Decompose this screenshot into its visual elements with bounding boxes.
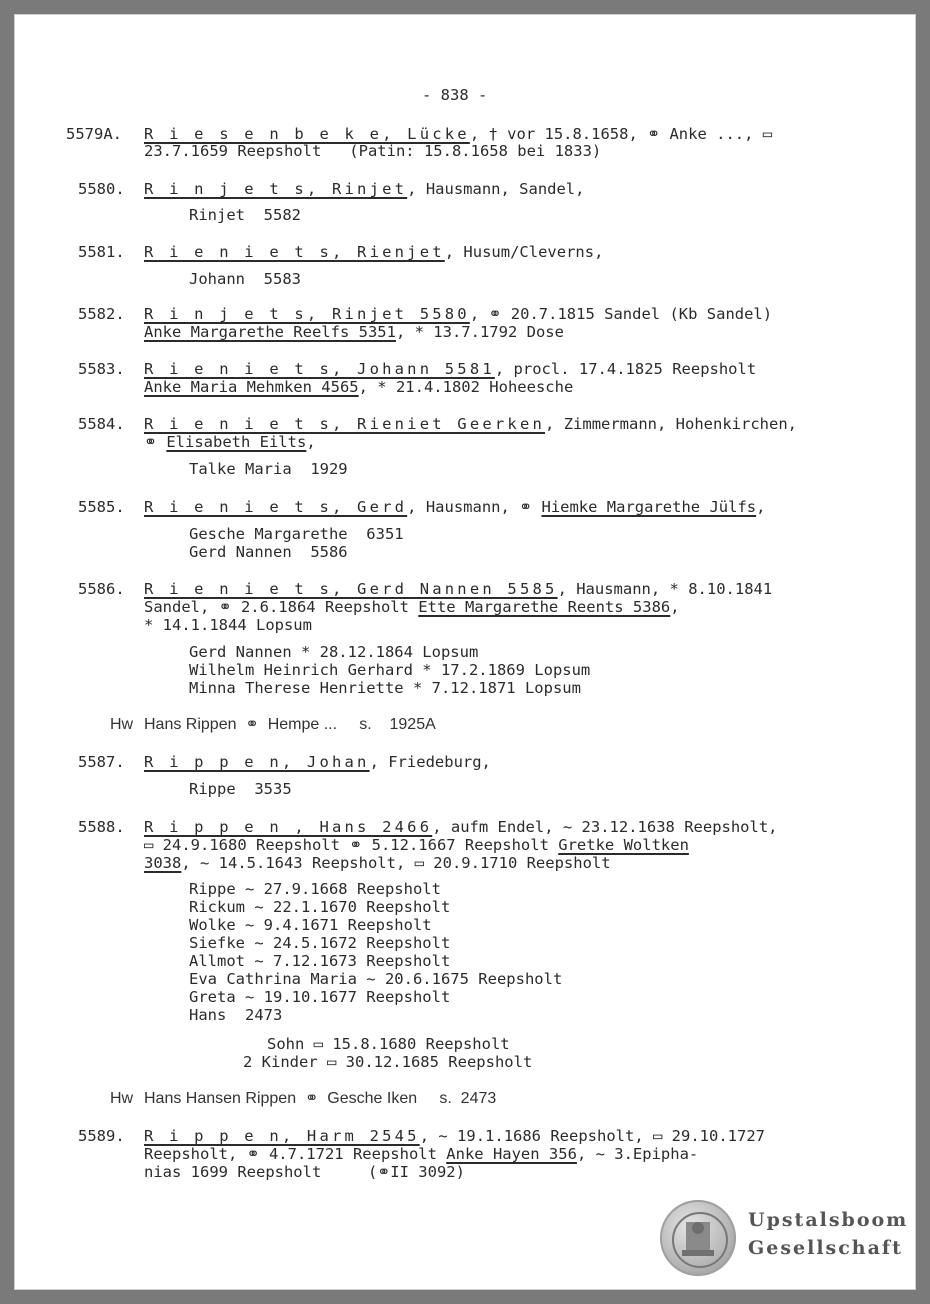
spouse-name: Anke Hayen 356 [446,1145,577,1163]
entry-5588-extra: Sohn ▭ 15.8.1680 Reepsholt [267,1035,510,1053]
entry-name: R i e n i e t s, Rienjet [144,243,445,261]
spouse-name: Gretke Woltken [558,836,689,854]
entry-number-5585: 5585. [78,498,125,516]
entry-5582-line1: R i n j e t s, Rinjet 5580, ⚭ 20.7.1815 Sandel (Kb Sandel) [144,305,773,323]
entry-5585-line1: R i e n i e t s, Gerd, Hausmann, ⚭ Hiemke Margarethe Jülfs, [144,498,766,516]
document-page [14,14,916,1290]
entry-5588-child: Wolke ~ 9.4.1671 Reepsholt [189,916,432,934]
entry-5588-line1: R i p p e n , Hans 2466, aufm Endel, ~ 23.12.1638 Reepsholt, [144,818,778,836]
entry-5589-line3: nias 1699 Reepsholt (⚭II 3092) [144,1163,465,1181]
entry-name: R i n j e t s, Rinjet 5580 [144,305,470,323]
spouse-name: Anke Margarethe Reelfs 5351 [144,323,396,341]
entry-name: R i p p e n, Johan [144,753,370,771]
entry-5588-child: Allmot ~ 7.12.1673 Reepsholt [189,952,451,970]
entry-5588-child: Siefke ~ 24.5.1672 Reepsholt [189,934,451,952]
hw-note-2: Hans Hansen Rippen ⚭ Gesche Iken s. 2473 [144,1090,497,1107]
entry-name: R i e n i e t s, Gerd [144,498,408,516]
entry-5586-child: Wilhelm Heinrich Gerhard * 17.2.1869 Lopsum [189,661,591,679]
entry-number-5583: 5583. [78,360,125,378]
entry-5586-child: Minna Therese Henriette * 7.12.1871 Lopsum [189,679,581,697]
entry-5584-line2: ⚭ Elisabeth Eilts, [144,433,316,451]
entry-5588-child: Eva Cathrina Maria ~ 20.6.1675 Reepsholt [189,970,563,988]
entry-name: R i n j e t s, Rinjet [144,180,408,198]
spouse-name: Ette Margarethe Reents 5386 [418,598,671,616]
entry-5588-child: Rickum ~ 22.1.1670 Reepsholt [189,898,451,916]
entry-5580-line1: R i n j e t s, Rinjet, Hausmann, Sandel, [144,180,585,198]
entry-number-5587: 5587. [78,753,125,771]
entry-5588-child: Hans 2473 [189,1006,283,1024]
entry-name: R i e n i e t s, Johann 5581 [144,360,495,378]
entry-number-5580: 5580. [78,180,125,198]
entry-5585-child: Gerd Nannen 5586 [189,543,348,561]
page-number: - 838 - [422,86,488,104]
entry-5588-extra: 2 Kinder ▭ 30.12.1685 Reepsholt [243,1053,533,1071]
spouse-name: Elisabeth Eilts [166,433,307,451]
seal-emblem-icon [660,1200,736,1276]
entry-5588-child: Rippe ~ 27.9.1668 Reepsholt [189,880,441,898]
entry-name: R i p p e n , Hans 2466 [144,818,433,836]
entry-5589-line2: Reepsholt, ⚭ 4.7.1721 Reepsholt Anke Hayen 356, ~ 3.Epipha- [144,1145,699,1163]
entry-5581-child: Johann 5583 [189,270,301,288]
entry-5589-line1: R i p p e n, Harm 2545, ~ 19.1.1686 Reepsholt, ▭ 29.10.1727 [144,1127,765,1145]
spouse-name: Anke Maria Mehmken 4565 [144,378,359,396]
entry-name: R i e n i e t s, Rieniet Geerken [144,415,546,433]
entry-5582-line2: Anke Margarethe Reelfs 5351, * 13.7.1792 Dose [144,323,564,341]
entry-5584-line1: R i e n i e t s, Rieniet Geerken, Zimmermann, Hohenkirchen, [144,415,797,433]
hw-prefix: Hw [110,1090,134,1107]
entry-5580-child: Rinjet 5582 [189,206,301,224]
entry-name: R i p p e n, Harm 2545 [144,1127,420,1145]
entry-5581-line1: R i e n i e t s, Rienjet, Husum/Cleverns, [144,243,604,261]
entry-number-5586: 5586. [78,580,125,598]
entry-5585-child: Gesche Margarethe 6351 [189,525,404,543]
entry-5588-line2: ▭ 24.9.1680 Reepsholt ⚭ 5.12.1667 Reepsholt Gretke Woltken [144,836,689,854]
entry-number-5579A: 5579A. [66,125,122,143]
entry-name: R i e n i e t s, Gerd Nannen 5585 [144,580,558,598]
spouse-name: Hiemke Margarethe Jülfs [541,498,757,516]
entry-5587-line1: R i p p e n, Johan, Friedeburg, [144,753,491,771]
entry-number-5581: 5581. [78,243,125,261]
publisher-logo [660,1200,916,1280]
entry-5579A-line2: 23.7.1659 Reepsholt (Patin: 15.8.1658 bei 1833) [144,142,602,160]
hw-prefix: Hw [110,716,134,733]
entry-5588-child: Greta ~ 19.10.1677 Reepsholt [189,988,451,1006]
entry-5586-line1: R i e n i e t s, Gerd Nannen 5585, Hausmann, * 8.10.1841 [144,580,773,598]
entry-5586-line2: Sandel, ⚭ 2.6.1864 Reepsholt Ette Margarethe Reents 5386, [144,598,680,616]
entry-5579A-line1: R i e s e n b e k e, Lücke, † vor 15.8.1658, ⚭ Anke ..., ▭ [144,125,773,143]
spouse-ref: 3038 [144,854,182,872]
entry-number-5582: 5582. [78,305,125,323]
entry-5584-child: Talke Maria 1929 [189,460,348,478]
entry-number-5584: 5584. [78,415,125,433]
entry-number-5589: 5589. [78,1127,125,1145]
entry-5586-child: Gerd Nannen * 28.12.1864 Lopsum [189,643,479,661]
entry-5583-line2: Anke Maria Mehmken 4565, * 21.4.1802 Hoheesche [144,378,574,396]
entry-5587-child: Rippe 3535 [189,780,292,798]
entry-5583-line1: R i e n i e t s, Johann 5581, procl. 17.4.1825 Reepsholt [144,360,757,378]
publisher-name: Upstalsboom Gesellschaft [748,1209,909,1259]
hw-note-1: Hans Rippen ⚭ Hempe ... s. 1925A [144,716,436,733]
entry-5586-line3: * 14.1.1844 Lopsum [144,616,312,634]
entry-name: R i e s e n b e k e, Lücke [144,125,470,143]
entry-5588-line3: 3038, ~ 14.5.1643 Reepsholt, ▭ 20.9.1710 Reepsholt [144,854,611,872]
entry-number-5588: 5588. [78,818,125,836]
